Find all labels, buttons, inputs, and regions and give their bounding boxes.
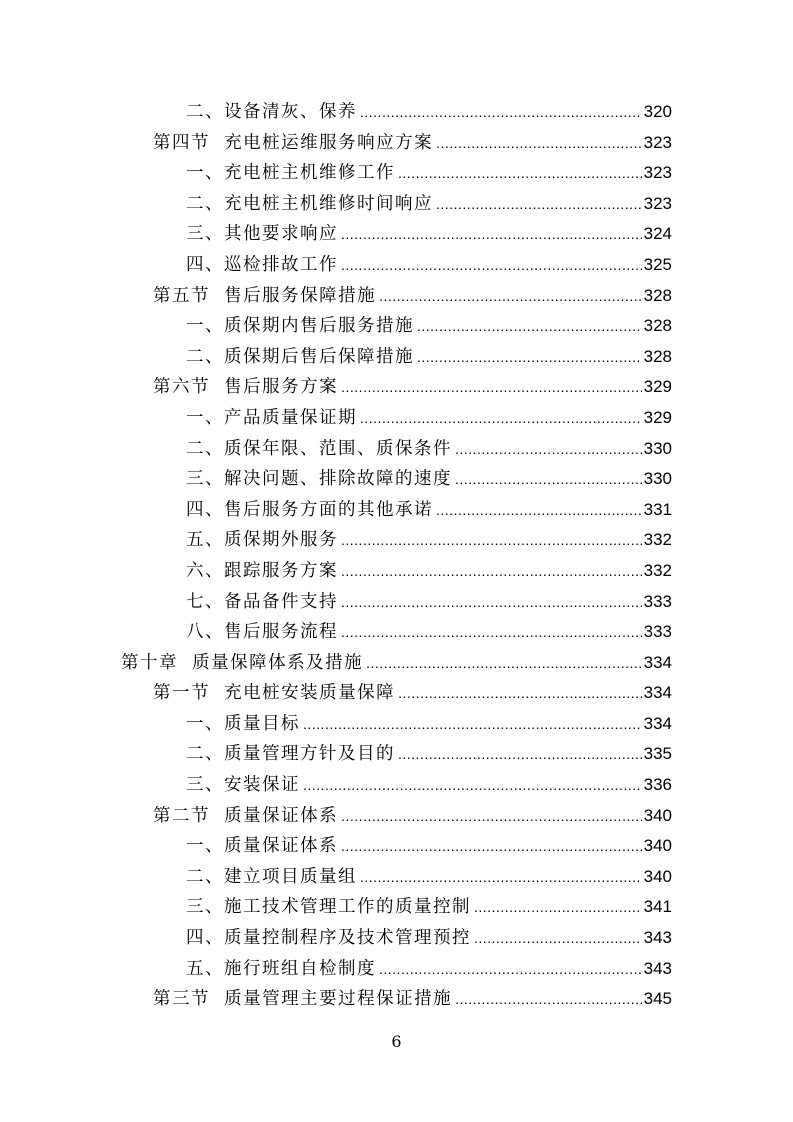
toc-entry-page: 329 <box>643 377 672 397</box>
dot-leader <box>341 525 642 556</box>
toc-entry-page: 333 <box>643 622 672 642</box>
toc-entry-title: 二、质保期后售后保障措施 <box>186 346 414 367</box>
toc-entry[interactable] <box>0 739 793 770</box>
toc-entry[interactable] <box>0 831 793 862</box>
dot-leader <box>474 892 642 923</box>
toc-entry[interactable] <box>0 128 793 159</box>
toc-entry-page: 328 <box>643 285 672 305</box>
dot-leader <box>341 831 642 862</box>
toc-entry[interactable] <box>0 862 793 893</box>
toc-entry-page: 343 <box>643 958 672 978</box>
dot-leader <box>398 739 642 770</box>
dot-leader <box>379 954 642 985</box>
toc-entry-page: 323 <box>643 163 672 183</box>
toc-entry-page: 335 <box>643 744 672 764</box>
toc-entry-page: 340 <box>643 836 672 856</box>
toc-entry-title: 一、质保期内售后服务措施 <box>186 316 414 337</box>
toc-entry[interactable] <box>0 158 793 189</box>
toc-entry-title: 四、质量控制程序及技术管理预控 <box>186 928 471 949</box>
dot-leader <box>303 709 642 740</box>
toc-entry-title: 三、解决问题、排除故障的速度 <box>186 469 452 490</box>
toc-entry[interactable] <box>0 495 793 526</box>
toc-entry-title: 一、产品质量保证期 <box>186 407 357 428</box>
toc-entry-page: 328 <box>643 316 672 336</box>
dot-leader <box>417 342 642 373</box>
toc-entry-page: 345 <box>643 989 672 1009</box>
toc-entry-title: 第十章 质量保障体系及措施 <box>121 652 364 673</box>
dot-leader <box>341 801 642 832</box>
dot-leader <box>455 464 642 495</box>
toc-entry-title: 第一节 充电桩安装质量保障 <box>153 683 396 704</box>
toc-entry-page: 330 <box>643 438 672 458</box>
toc-entry-title: 三、其他要求响应 <box>186 224 338 245</box>
toc-entry-title: 二、质量管理方针及目的 <box>186 744 395 765</box>
toc-entry-title: 五、质保期外服务 <box>186 530 338 551</box>
toc-entry-page: 331 <box>643 499 672 519</box>
toc-entry[interactable] <box>0 281 793 312</box>
dot-leader <box>341 250 642 281</box>
toc-entry-page: 334 <box>643 652 672 672</box>
dot-leader <box>341 587 642 618</box>
toc-entry-title: 一、质量目标 <box>186 713 300 734</box>
dot-leader <box>366 648 642 679</box>
dot-leader <box>455 984 642 1015</box>
toc-entry-page: 343 <box>643 928 672 948</box>
toc-entry[interactable] <box>0 770 793 801</box>
toc-entry-page: 324 <box>643 224 672 244</box>
toc-entry-page: 336 <box>643 775 672 795</box>
toc-entry[interactable] <box>0 801 793 832</box>
dot-leader <box>474 923 642 954</box>
dot-leader <box>398 678 642 709</box>
toc-entry-page: 333 <box>643 591 672 611</box>
toc-entry-title: 第六节 售后服务方案 <box>153 377 339 398</box>
dot-leader <box>341 219 642 250</box>
toc-entry-title: 七、备品备件支持 <box>186 591 338 612</box>
toc-entry-page: 332 <box>643 560 672 580</box>
toc-entry[interactable] <box>0 434 793 465</box>
toc-entry[interactable] <box>0 189 793 220</box>
toc-entry[interactable] <box>0 464 793 495</box>
dot-leader <box>417 311 642 342</box>
dot-leader <box>436 128 642 159</box>
toc-entry-page: 332 <box>643 530 672 550</box>
toc-entry[interactable] <box>0 709 793 740</box>
dot-leader <box>303 770 642 801</box>
toc-entry-page: 323 <box>643 193 672 213</box>
toc-entry[interactable] <box>0 250 793 281</box>
toc-entry[interactable] <box>0 617 793 648</box>
toc-entry[interactable] <box>0 678 793 709</box>
dot-leader <box>436 189 642 220</box>
toc-entry-page: 334 <box>643 713 672 733</box>
toc-entry-page: 334 <box>643 683 672 703</box>
toc-entry-title: 一、充电桩主机维修工作 <box>186 163 395 184</box>
toc-entry[interactable] <box>0 403 793 434</box>
dot-leader <box>341 617 642 648</box>
toc-entry-title: 四、售后服务方面的其他承诺 <box>186 499 433 520</box>
toc-entry[interactable] <box>0 892 793 923</box>
toc-entry[interactable] <box>0 525 793 556</box>
dot-leader <box>455 434 642 465</box>
dot-leader <box>341 372 642 403</box>
toc-entry-title: 六、跟踪服务方案 <box>186 560 338 581</box>
toc-entry-title: 二、设备清灰、保养 <box>186 102 357 122</box>
toc-entry[interactable] <box>0 556 793 587</box>
dot-leader <box>398 158 642 189</box>
toc-entry-page: 323 <box>643 132 672 152</box>
toc-entry-title: 第五节 售后服务保障措施 <box>153 285 377 306</box>
toc-entry-page: 340 <box>643 805 672 825</box>
toc-entry[interactable] <box>0 954 793 985</box>
toc-entry[interactable] <box>0 587 793 618</box>
toc-entry-title: 三、安装保证 <box>186 775 300 796</box>
dot-leader <box>360 97 642 128</box>
toc-entry-title: 三、施工技术管理工作的质量控制 <box>186 897 471 918</box>
toc-entry-title: 第二节 质量保证体系 <box>153 805 339 826</box>
toc-entry[interactable] <box>0 311 793 342</box>
toc-entry-page: 320 <box>643 102 672 121</box>
toc-entry-title: 第四节 充电桩运维服务响应方案 <box>153 132 434 153</box>
toc-entry-title: 第三节 质量管理主要过程保证措施 <box>153 989 453 1010</box>
dot-leader <box>360 403 642 434</box>
toc-entry-title: 四、巡检排故工作 <box>186 254 338 275</box>
toc-entry-title: 二、建立项目质量组 <box>186 866 357 887</box>
toc-entry[interactable] <box>0 648 793 679</box>
dot-leader <box>360 862 642 893</box>
toc-entry[interactable] <box>0 923 793 954</box>
dot-leader <box>341 556 642 587</box>
dot-leader <box>379 281 642 312</box>
toc-entry[interactable] <box>0 219 793 250</box>
toc-entry-title: 一、质量保证体系 <box>186 836 338 857</box>
toc-entry-page: 330 <box>643 469 672 489</box>
toc-entry[interactable] <box>0 97 793 128</box>
dot-leader <box>436 495 642 526</box>
toc-entry-page: 341 <box>643 897 672 917</box>
toc-entry[interactable] <box>0 372 793 403</box>
toc-entry-page: 329 <box>643 407 672 427</box>
toc-entry-page: 340 <box>643 866 672 886</box>
toc-entry-page: 325 <box>643 254 672 274</box>
toc-entry-title: 五、施行班组自检制度 <box>186 958 376 979</box>
toc-entry-title: 二、充电桩主机维修时间响应 <box>186 193 433 214</box>
toc-entry-page: 328 <box>643 346 672 366</box>
toc-entry-title: 八、售后服务流程 <box>186 622 338 643</box>
toc-entry[interactable] <box>0 984 793 1015</box>
table-of-contents <box>0 97 793 1015</box>
toc-entry[interactable] <box>0 342 793 373</box>
page-number: 6 <box>391 1032 402 1051</box>
toc-entry-title: 二、质保年限、范围、质保条件 <box>186 438 452 459</box>
